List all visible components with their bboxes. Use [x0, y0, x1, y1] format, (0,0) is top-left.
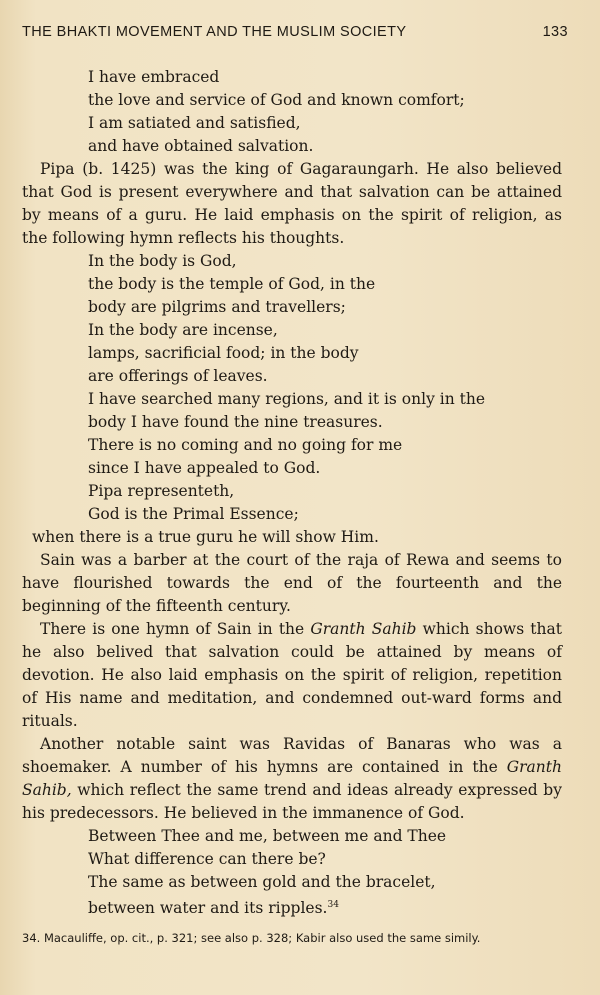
verse-line: God is the Primal Essence;: [88, 505, 299, 523]
running-header: [22, 24, 568, 40]
verse-pipa-hymn: [22, 250, 562, 549]
verse-line: when there is a true guru he will show Him.: [32, 528, 379, 546]
verse-line: the body is the temple of God, in the: [88, 275, 376, 293]
footnote-number: 34.: [22, 931, 41, 945]
paragraph-sain-hymn: [22, 618, 562, 733]
verse-line: body are pilgrims and travellers;: [88, 298, 346, 316]
verse-ravidas: [22, 825, 562, 920]
running-title: THE BHAKTI MOVEMENT AND THE MUSLIM SOCIETY: [22, 24, 407, 40]
book-title: Granth Sahib: [310, 620, 417, 638]
footnote-ref[interactable]: 34: [327, 900, 339, 910]
verse-line: I have searched many regions, and it is only in the: [88, 390, 486, 408]
text-run: between water and its ripples.: [88, 899, 328, 918]
verse-line: body I have found the nine treasures.: [88, 413, 383, 431]
text-run: which shows that he also belived that salvation could be attained by means of devotion. He also laid emphasis on the spirit of religion, repetition of His name and meditation, and condemned out-ward forms and rituals.: [22, 620, 562, 730]
verse-line: Between Thee and me, between me and Thee: [88, 827, 447, 845]
verse-line: the love and service of God and known comfort;: [88, 91, 465, 109]
verse-line: since I have appealed to God.: [88, 459, 321, 477]
text-run: which reflect the same trend and ideas already expressed by his predecessors. He believed in the immanence of God.: [22, 781, 562, 822]
text-run: There is one hymn of Sain in the: [40, 620, 311, 638]
text-run: Another notable saint was Ravidas of Banaras who was a shoemaker. A number of his hymns are contained in the: [22, 735, 562, 776]
verse-embraced: [22, 66, 562, 158]
footnote-text: Macauliffe, op. cit., p. 321; see also p. 328; Kabir also used the same simily.: [43, 931, 481, 945]
body-text: [22, 66, 562, 920]
verse-line: lamps, sacrificial food; in the body: [88, 344, 359, 362]
verse-line: The same as between gold and the bracelet,: [88, 873, 436, 891]
paragraph-ravidas: [22, 733, 562, 825]
verse-line: I am satiated and satisfied,: [88, 114, 301, 132]
verse-line: There is no coming and no going for me: [88, 436, 403, 454]
verse-line: In the body are incense,: [88, 321, 278, 339]
verse-line: and have obtained salvation.: [88, 137, 314, 155]
verse-line: are offerings of leaves.: [88, 367, 268, 385]
book-title: Granth Sahib,: [22, 758, 562, 799]
paragraph-sain: Sain was a barber at the court of the raja of Rewa and seems to have flourished towards the end of the fourteenth and the beginning of the fifteenth century.: [22, 551, 562, 615]
verse-line: Pipa representeth,: [88, 482, 235, 500]
paragraph-pipa: Pipa (b. 1425) was the king of Gagaraungarh. He also believed that God is present everywhere and that salvation can be attained by means of a guru. He laid emphasis on the spirit of religion, as the following hymn reflects his thoughts.: [22, 160, 562, 247]
verse-line: What difference can there be?: [88, 850, 326, 868]
verse-line: I have embraced: [88, 68, 220, 86]
verse-line: [22, 894, 562, 920]
verse-line: In the body is God,: [88, 252, 237, 270]
footnote: [22, 930, 562, 947]
page-number: 133: [542, 24, 568, 40]
